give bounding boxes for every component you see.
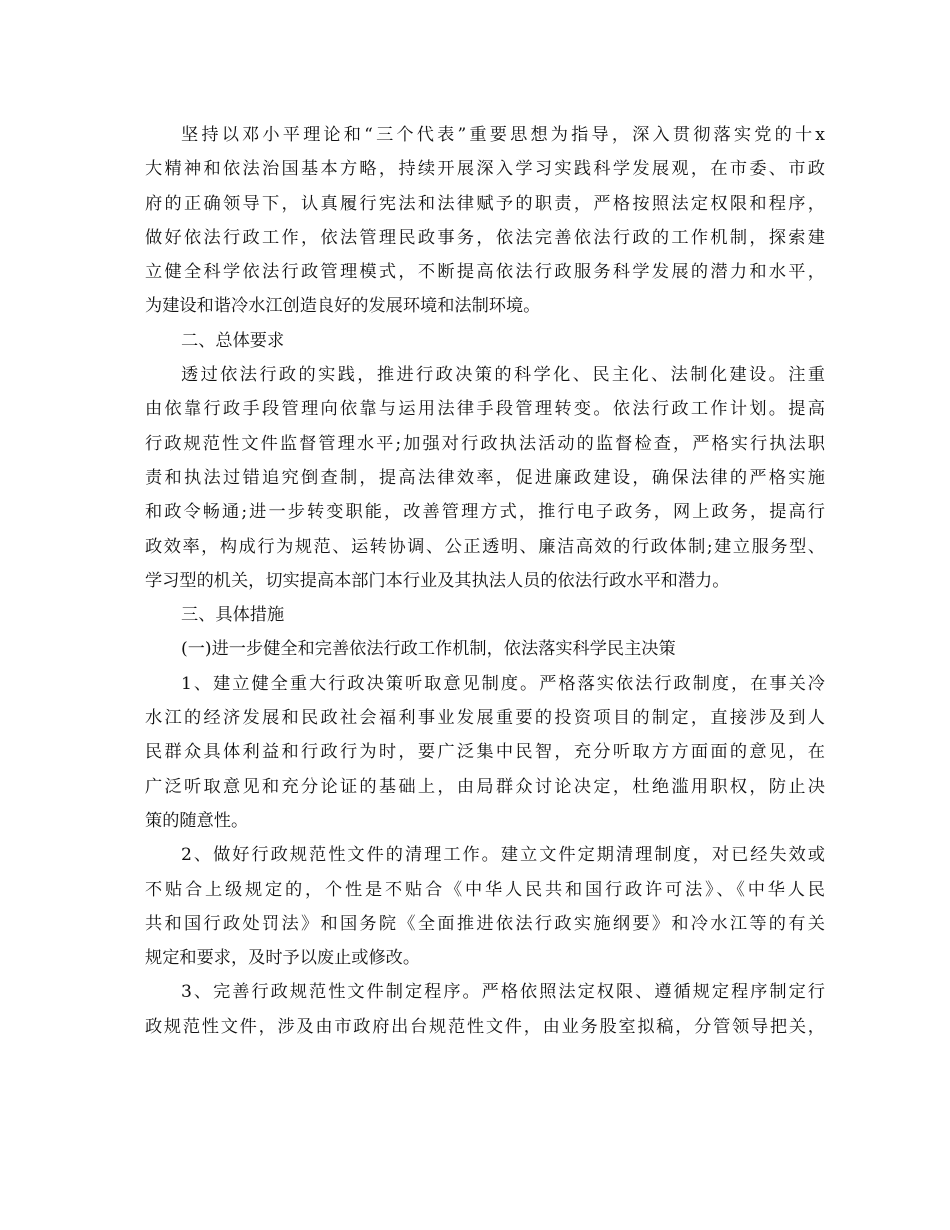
text-line: 为建设和谐冷水江创造良好的发展环境和法制环境。	[145, 296, 541, 317]
text-line: 三、具体措施	[181, 605, 285, 626]
text-line: 责和执法过错追究倒查制，提高法律效率，促进廉政建设，确保法律的严格实施	[145, 467, 825, 488]
text-line: 二、总体要求	[181, 330, 285, 351]
text-line: 共和国行政处罚法》和国务院《全面推进依法行政实施纲要》和冷水江等的有关	[145, 913, 825, 934]
text-line: 1、建立健全重大行政决策听取意见制度。严格落实依法行政制度，在事关冷	[181, 673, 825, 694]
text-line: 民群众具体利益和行政行为时，要广泛集中民智，充分听取方方面面的意见，在	[145, 742, 825, 763]
text-line: (一)进一步健全和完善依法行政工作机制，依法落实科学民主决策	[181, 639, 676, 660]
text-line: 立健全科学依法行政管理模式，不断提高依法行政服务科学发展的潜力和水平，	[145, 262, 825, 283]
text-line: 政规范性文件，涉及由市政府出台规范性文件，由业务股室拟稿，分管领导把关，	[145, 1016, 825, 1037]
text-line: 学习型的机关，切实提高本部门本行业及其执法人员的依法行政水平和潜力。	[145, 570, 730, 591]
text-line: 由依靠行政手段管理向依靠与运用法律手段管理转变。依法行政工作计划。提高	[145, 399, 825, 420]
text-line: 政效率，构成行为规范、运转协调、公正透明、廉洁高效的行政体制;建立服务型、	[145, 536, 825, 557]
text-line: 广泛听取意见和充分论证的基础上，由局群众讨论决定，杜绝滥用职权，防止决	[145, 776, 825, 797]
text-line: 水江的经济发展和民政社会福利事业发展重要的投资项目的制定，直接涉及到人	[145, 708, 825, 729]
text-line: 府的正确领导下，认真履行宪法和法律赋予的职责，严格按照法定权限和程序，	[145, 193, 825, 214]
text-line: 行政规范性文件监督管理水平;加强对行政执法活动的监督检查，严格实行执法职	[145, 433, 825, 454]
text-line: 2、做好行政规范性文件的清理工作。建立文件定期清理制度，对已经失效或	[181, 845, 825, 866]
text-line: 坚持以邓小平理论和“三个代表”重要思想为指导，深入贯彻落实党的十x	[181, 125, 825, 145]
text-line: 3、完善行政规范性文件制定程序。严格依照法定权限、遵循规定程序制定行	[181, 982, 825, 1003]
text-line: 透过依法行政的实践，推进行政决策的科学化、民主化、法制化建设。注重	[181, 365, 825, 386]
text-line: 大精神和依法治国基本方略，持续开展深入学习实践科学发展观，在市委、市政	[145, 159, 825, 180]
text-line: 和政令畅通;进一步转变职能，改善管理方式，推行电子政务，网上政务，提高行	[145, 502, 825, 523]
document-body	[145, 118, 825, 1044]
text-line: 做好依法行政工作，依法管理民政事务，依法完善依法行政的工作机制，探索建	[145, 227, 825, 248]
text-line: 规定和要求，及时予以废止或修改。	[145, 948, 421, 969]
text-line: 不贴合上级规定的，个性是不贴合《中华人民共和国行政许可法》、《中华人民	[145, 879, 825, 900]
text-line: 策的随意性。	[145, 810, 249, 831]
